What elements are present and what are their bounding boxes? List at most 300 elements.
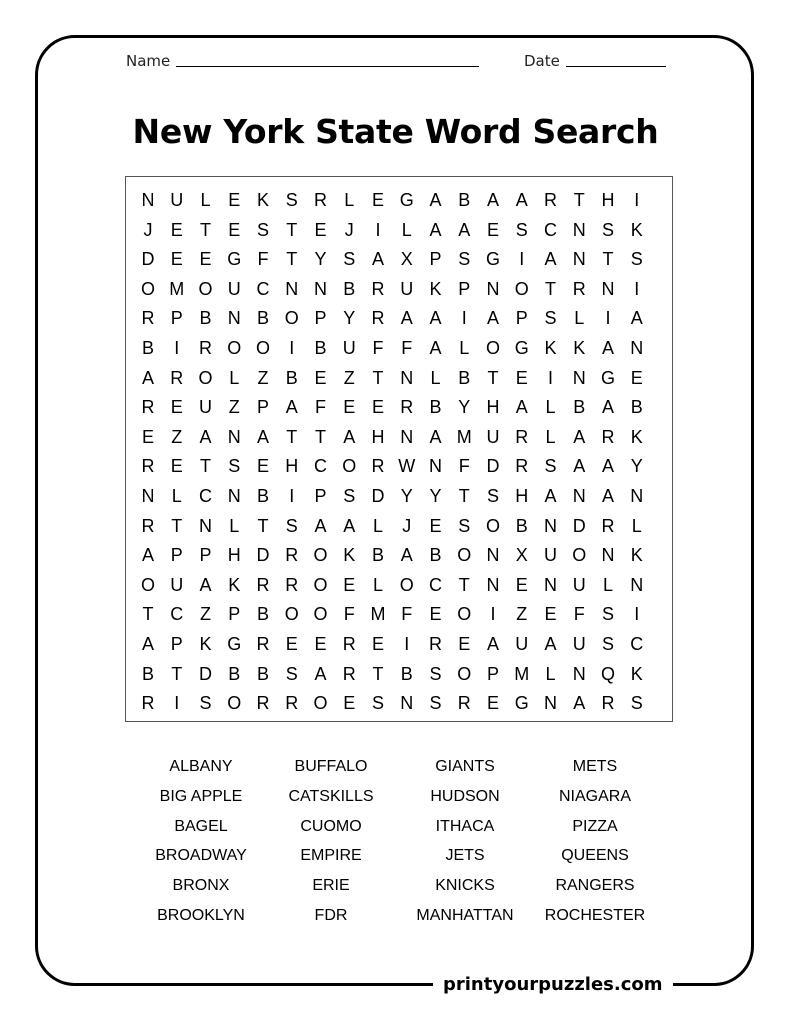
grid-letter[interactable]: T — [171, 515, 183, 536]
grid-letter[interactable]: E — [458, 634, 471, 654]
grid-letter[interactable]: G — [600, 367, 615, 388]
grid-letter[interactable]: E — [170, 249, 183, 270]
grid-letter[interactable]: B — [256, 663, 269, 684]
grid-letter[interactable]: P — [170, 545, 183, 566]
grid-letter[interactable]: Y — [314, 249, 327, 270]
date-field[interactable] — [524, 52, 666, 70]
grid-letter[interactable]: U — [170, 190, 184, 210]
grid-letter[interactable]: P — [199, 545, 212, 566]
grid-letter[interactable]: O — [457, 604, 472, 625]
grid-letter[interactable]: D — [486, 456, 500, 477]
grid-letter[interactable]: N — [544, 574, 557, 595]
grid-letter[interactable]: I — [289, 338, 295, 358]
grid-letter[interactable]: R — [601, 426, 615, 447]
grid-letter[interactable]: R — [141, 397, 155, 418]
grid-letter[interactable]: N — [630, 486, 644, 506]
grid-letter[interactable]: N — [400, 426, 414, 447]
grid-letter[interactable]: E — [228, 190, 241, 210]
grid-letter[interactable]: O — [457, 545, 472, 566]
grid-letter[interactable]: A — [141, 634, 154, 654]
grid-letter[interactable]: F — [401, 338, 413, 358]
grid-letter[interactable]: P — [228, 604, 241, 625]
grid-letter[interactable]: I — [174, 693, 180, 714]
grid-letter[interactable]: O — [198, 367, 213, 388]
grid-letter[interactable]: N — [572, 367, 586, 388]
grid-letter[interactable]: B — [314, 338, 327, 358]
grid-letter[interactable]: U — [544, 545, 557, 566]
grid-letter[interactable]: R — [371, 456, 385, 477]
grid-letter[interactable]: S — [343, 249, 356, 270]
grid-letter[interactable]: B — [573, 397, 586, 418]
grid-letter[interactable]: S — [630, 693, 643, 714]
grid-letter[interactable]: G — [485, 249, 500, 270]
grid-letter[interactable]: N — [141, 486, 155, 506]
grid-letter[interactable]: P — [515, 308, 528, 329]
grid-letter[interactable]: E — [630, 367, 643, 388]
grid-letter[interactable]: K — [228, 574, 241, 595]
grid-letter[interactable]: R — [515, 456, 529, 477]
grid-letter[interactable]: L — [545, 397, 556, 418]
grid-letter[interactable]: S — [544, 308, 557, 329]
grid-letter[interactable]: R — [285, 545, 299, 566]
grid-letter[interactable]: H — [227, 545, 241, 566]
grid-letter[interactable]: U — [199, 397, 212, 418]
grid-letter[interactable]: N — [572, 663, 586, 684]
grid-letter[interactable]: T — [257, 515, 269, 536]
grid-letter[interactable]: A — [601, 338, 614, 358]
grid-letter[interactable]: M — [169, 278, 185, 299]
grid-letter[interactable]: A — [601, 456, 614, 477]
grid-letter[interactable]: A — [544, 249, 557, 270]
grid-letter[interactable]: O — [227, 338, 242, 358]
grid-letter[interactable]: F — [372, 338, 384, 358]
grid-letter[interactable]: B — [256, 604, 269, 625]
grid-letter[interactable]: A — [429, 190, 442, 210]
grid-letter[interactable]: B — [515, 515, 528, 536]
grid-letter[interactable]: Z — [200, 604, 211, 625]
grid-letter[interactable]: L — [229, 515, 240, 536]
grid-letter[interactable]: M — [456, 426, 472, 447]
grid-letter[interactable]: S — [256, 219, 269, 240]
grid-letter[interactable]: A — [429, 308, 442, 329]
grid-letter[interactable]: T — [286, 249, 298, 270]
grid-letter[interactable]: E — [199, 249, 212, 270]
grid-letter[interactable]: A — [429, 219, 442, 240]
grid-letter[interactable]: D — [371, 486, 385, 506]
grid-letter[interactable]: E — [371, 634, 384, 654]
grid-letter[interactable]: B — [630, 397, 643, 418]
grid-letter[interactable]: G — [227, 634, 242, 654]
grid-letter[interactable]: L — [631, 515, 642, 536]
grid-letter[interactable]: S — [544, 456, 557, 477]
grid-letter[interactable]: A — [515, 190, 528, 210]
grid-letter[interactable]: S — [601, 604, 614, 625]
grid-letter[interactable]: K — [429, 278, 442, 299]
grid-letter[interactable]: L — [200, 190, 211, 210]
grid-letter[interactable]: E — [486, 219, 499, 240]
grid-letter[interactable]: I — [461, 308, 467, 329]
grid-letter[interactable]: B — [458, 367, 471, 388]
grid-letter[interactable]: C — [630, 634, 644, 654]
grid-letter[interactable]: F — [343, 604, 355, 625]
grid-letter[interactable]: T — [458, 486, 470, 506]
grid-letter[interactable]: A — [199, 574, 212, 595]
grid-letter[interactable]: T — [372, 663, 384, 684]
grid-letter[interactable]: O — [227, 693, 242, 714]
grid-letter[interactable]: Y — [400, 486, 413, 506]
grid-letter[interactable]: A — [314, 515, 327, 536]
grid-letter[interactable]: S — [285, 663, 298, 684]
grid-letter[interactable]: T — [458, 574, 470, 595]
grid-letter[interactable]: O — [399, 574, 414, 595]
grid-letter[interactable]: B — [141, 663, 154, 684]
grid-letter[interactable]: N — [227, 426, 241, 447]
grid-letter[interactable]: O — [313, 574, 328, 595]
grid-letter[interactable]: I — [634, 604, 640, 625]
grid-letter[interactable]: S — [429, 693, 442, 714]
grid-letter[interactable]: T — [142, 604, 154, 625]
grid-letter[interactable]: H — [486, 397, 500, 418]
grid-letter[interactable]: E — [228, 219, 241, 240]
grid-letter[interactable]: E — [343, 693, 356, 714]
grid-letter[interactable]: A — [141, 545, 154, 566]
grid-letter[interactable]: S — [228, 456, 241, 477]
grid-letter[interactable]: L — [602, 574, 613, 595]
grid-letter[interactable]: A — [458, 219, 471, 240]
grid-letter[interactable]: U — [170, 574, 184, 595]
grid-letter[interactable]: R — [429, 634, 442, 654]
grid-letter[interactable]: T — [200, 456, 211, 477]
grid-letter[interactable]: M — [514, 663, 530, 684]
grid-letter[interactable]: N — [630, 338, 644, 358]
grid-letter[interactable]: K — [630, 219, 643, 240]
grid-letter[interactable]: A — [573, 693, 586, 714]
grid-letter[interactable]: O — [198, 278, 213, 299]
grid-letter[interactable]: H — [601, 190, 615, 210]
grid-letter[interactable]: D — [572, 515, 586, 536]
grid-letter[interactable]: Z — [343, 367, 355, 388]
grid-letter[interactable]: I — [490, 604, 496, 625]
grid-letter[interactable]: A — [630, 308, 643, 329]
grid-letter[interactable]: G — [227, 249, 242, 270]
grid-letter[interactable]: O — [572, 545, 587, 566]
grid-letter[interactable]: A — [573, 456, 586, 477]
grid-letter[interactable]: C — [429, 574, 442, 595]
grid-letter[interactable]: T — [286, 426, 298, 447]
grid-letter[interactable]: A — [544, 634, 557, 654]
grid-letter[interactable]: Y — [630, 456, 643, 477]
grid-letter[interactable]: L — [545, 663, 556, 684]
grid-letter[interactable]: N — [285, 278, 299, 299]
grid-letter[interactable]: U — [400, 278, 414, 299]
grid-letter[interactable]: L — [372, 574, 383, 595]
grid-letter[interactable]: H — [285, 456, 299, 477]
grid-letter[interactable]: L — [574, 308, 585, 329]
grid-letter[interactable]: Y — [429, 486, 442, 506]
grid-letter[interactable]: T — [487, 367, 499, 388]
grid-letter[interactable]: S — [343, 486, 356, 506]
grid-letter[interactable]: A — [400, 545, 413, 566]
grid-letter[interactable]: X — [515, 545, 528, 566]
grid-letter[interactable]: N — [227, 486, 241, 506]
grid-letter[interactable]: P — [170, 308, 183, 329]
grid-letter[interactable]: U — [572, 574, 586, 595]
grid-letter[interactable]: A — [429, 426, 442, 447]
grid-letter[interactable]: A — [573, 426, 586, 447]
grid-letter[interactable]: D — [256, 545, 270, 566]
grid-letter[interactable]: E — [371, 397, 384, 418]
grid-letter[interactable]: N — [400, 693, 414, 714]
grid-letter[interactable]: Z — [171, 426, 183, 447]
grid-letter[interactable]: K — [630, 663, 643, 684]
grid-letter[interactable]: O — [457, 663, 472, 684]
grid-letter[interactable]: L — [459, 338, 470, 358]
grid-letter[interactable]: G — [514, 693, 529, 714]
grid-letter[interactable]: R — [141, 515, 155, 536]
grid-letter[interactable]: T — [286, 219, 298, 240]
grid-letter[interactable]: J — [344, 219, 354, 240]
grid-letter[interactable]: P — [314, 486, 327, 506]
grid-letter[interactable]: E — [343, 574, 356, 595]
grid-letter[interactable]: O — [313, 693, 328, 714]
grid-letter[interactable]: D — [199, 663, 212, 684]
grid-letter[interactable]: A — [314, 663, 327, 684]
grid-letter[interactable]: K — [630, 545, 643, 566]
grid-letter[interactable]: N — [601, 545, 615, 566]
grid-letter[interactable]: T — [372, 367, 384, 388]
grid-letter[interactable]: N — [601, 278, 615, 299]
grid-letter[interactable]: B — [429, 545, 442, 566]
grid-letter[interactable]: R — [342, 634, 356, 654]
grid-letter[interactable]: B — [400, 663, 413, 684]
grid-letter[interactable]: S — [601, 219, 614, 240]
grid-letter[interactable]: S — [458, 515, 471, 536]
grid-letter[interactable]: I — [605, 308, 611, 329]
grid-letter[interactable]: E — [429, 515, 442, 536]
grid-letter[interactable]: S — [630, 249, 643, 270]
grid-letter[interactable]: A — [256, 426, 269, 447]
grid-letter[interactable]: A — [515, 397, 528, 418]
grid-letter[interactable]: J — [402, 515, 412, 536]
grid-letter[interactable]: R — [141, 693, 155, 714]
grid-letter[interactable]: P — [486, 663, 499, 684]
grid-letter[interactable]: N — [486, 574, 500, 595]
grid-letter[interactable]: O — [485, 338, 500, 358]
grid-letter[interactable]: B — [199, 308, 212, 329]
grid-letter[interactable]: R — [400, 397, 414, 418]
grid-letter[interactable]: E — [314, 219, 327, 240]
grid-letter[interactable]: F — [573, 604, 585, 625]
grid-letter[interactable]: A — [371, 249, 384, 270]
grid-letter[interactable]: U — [227, 278, 241, 299]
grid-letter[interactable]: Y — [458, 397, 471, 418]
grid-letter[interactable]: B — [429, 397, 442, 418]
grid-letter[interactable]: L — [372, 515, 383, 536]
grid-letter[interactable]: O — [514, 278, 529, 299]
grid-letter[interactable]: E — [256, 456, 269, 477]
grid-letter[interactable]: U — [486, 426, 500, 447]
grid-letter[interactable]: O — [313, 604, 328, 625]
grid-letter[interactable]: A — [141, 367, 154, 388]
grid-letter[interactable]: P — [314, 308, 327, 329]
grid-letter[interactable]: B — [285, 367, 298, 388]
grid-letter[interactable]: S — [429, 663, 442, 684]
grid-letter[interactable]: E — [170, 219, 183, 240]
grid-letter[interactable]: J — [143, 219, 153, 240]
grid-letter[interactable]: O — [342, 456, 357, 477]
grid-letter[interactable]: E — [314, 634, 327, 654]
grid-letter[interactable]: N — [314, 278, 327, 299]
grid-letter[interactable]: I — [404, 634, 410, 654]
grid-letter[interactable]: E — [371, 190, 384, 210]
grid-letter[interactable]: R — [544, 190, 557, 210]
grid-letter[interactable]: A — [486, 308, 499, 329]
grid-letter[interactable]: A — [199, 426, 212, 447]
grid-letter[interactable]: R — [256, 634, 270, 654]
grid-letter[interactable]: O — [485, 515, 500, 536]
grid-letter[interactable]: L — [344, 190, 355, 210]
grid-letter[interactable]: I — [634, 278, 640, 299]
grid-letter[interactable]: A — [601, 397, 614, 418]
grid-letter[interactable]: P — [429, 249, 442, 270]
grid-letter[interactable]: R — [371, 278, 385, 299]
grid-letter[interactable]: R — [285, 574, 299, 595]
grid-letter[interactable]: E — [429, 604, 442, 625]
grid-letter[interactable]: E — [170, 397, 183, 418]
grid-letter[interactable]: G — [514, 338, 529, 358]
grid-letter[interactable]: K — [544, 338, 557, 358]
grid-letter[interactable]: T — [573, 190, 585, 210]
grid-letter[interactable]: N — [572, 219, 586, 240]
grid-letter[interactable]: N — [429, 456, 442, 477]
grid-letter[interactable]: D — [141, 249, 155, 270]
grid-letter[interactable]: R — [572, 278, 586, 299]
grid-letter[interactable]: R — [457, 693, 471, 714]
grid-letter[interactable]: O — [140, 278, 155, 299]
grid-letter[interactable]: E — [141, 426, 154, 447]
grid-letter[interactable]: B — [141, 338, 154, 358]
grid-letter[interactable]: I — [289, 486, 295, 506]
grid-letter[interactable]: C — [199, 486, 212, 506]
grid-letter[interactable]: I — [634, 190, 640, 210]
grid-letter[interactable]: C — [256, 278, 270, 299]
grid-letter[interactable]: C — [544, 219, 557, 240]
grid-letter[interactable]: X — [400, 249, 413, 270]
grid-letter[interactable]: F — [257, 249, 269, 270]
grid-letter[interactable]: N — [141, 190, 155, 210]
grid-letter[interactable]: R — [314, 190, 327, 210]
grid-letter[interactable]: N — [544, 693, 557, 714]
grid-letter[interactable]: I — [547, 367, 553, 388]
grid-letter[interactable]: N — [572, 486, 586, 506]
grid-letter[interactable]: E — [285, 634, 298, 654]
grid-letter[interactable]: N — [486, 545, 500, 566]
grid-letter[interactable]: B — [256, 486, 269, 506]
grid-letter[interactable]: E — [486, 693, 499, 714]
grid-letter[interactable]: B — [458, 190, 471, 210]
grid-letter[interactable]: K — [343, 545, 356, 566]
grid-letter[interactable]: L — [171, 486, 182, 506]
grid-letter[interactable]: E — [343, 397, 356, 418]
grid-letter[interactable]: Y — [343, 308, 356, 329]
grid-letter[interactable]: E — [314, 367, 327, 388]
grid-letter[interactable]: Z — [228, 397, 240, 418]
grid-letter[interactable]: R — [141, 456, 155, 477]
grid-letter[interactable]: A — [429, 338, 442, 358]
grid-letter[interactable]: I — [519, 249, 525, 270]
grid-letter[interactable]: N — [544, 515, 557, 536]
grid-letter[interactable]: N — [199, 515, 212, 536]
grid-letter[interactable]: S — [285, 515, 298, 536]
grid-letter[interactable]: U — [515, 634, 529, 654]
grid-letter[interactable]: C — [170, 604, 184, 625]
grid-letter[interactable]: L — [401, 219, 412, 240]
grid-letter[interactable]: E — [170, 456, 183, 477]
grid-letter[interactable]: R — [256, 574, 270, 595]
grid-letter[interactable]: P — [458, 278, 471, 299]
grid-letter[interactable]: K — [573, 338, 586, 358]
grid-letter[interactable]: F — [401, 604, 413, 625]
grid-letter[interactable]: L — [229, 367, 240, 388]
grid-letter[interactable]: O — [313, 545, 328, 566]
grid-letter[interactable]: N — [227, 308, 241, 329]
grid-letter[interactable]: O — [284, 604, 299, 625]
grid-letter[interactable]: A — [343, 515, 356, 536]
grid-letter[interactable]: L — [545, 426, 556, 447]
grid-letter[interactable]: C — [314, 456, 327, 477]
grid-letter[interactable]: K — [199, 634, 212, 654]
grid-letter[interactable]: Z — [257, 367, 269, 388]
grid-letter[interactable]: H — [371, 426, 385, 447]
grid-letter[interactable]: E — [515, 574, 528, 595]
grid-letter[interactable]: A — [486, 634, 499, 654]
grid-letter[interactable]: S — [486, 486, 499, 506]
grid-letter[interactable]: F — [315, 397, 326, 418]
grid-letter[interactable]: R — [256, 693, 270, 714]
grid-letter[interactable]: I — [174, 338, 180, 358]
grid-letter[interactable]: A — [544, 486, 557, 506]
grid-letter[interactable]: B — [343, 278, 356, 299]
grid-letter[interactable]: N — [630, 574, 644, 595]
grid-letter[interactable]: T — [545, 278, 556, 299]
grid-letter[interactable]: A — [601, 486, 614, 506]
grid-letter[interactable]: B — [228, 663, 241, 684]
grid-letter[interactable]: S — [515, 219, 528, 240]
grid-letter[interactable]: S — [458, 249, 471, 270]
grid-letter[interactable]: E — [544, 604, 557, 625]
grid-letter[interactable]: P — [256, 397, 269, 418]
grid-letter[interactable]: R — [141, 308, 155, 329]
grid-letter[interactable]: O — [255, 338, 270, 358]
grid-letter[interactable]: W — [398, 456, 416, 477]
grid-letter[interactable]: R — [170, 367, 184, 388]
grid-letter[interactable]: L — [430, 367, 441, 388]
grid-letter[interactable]: R — [515, 426, 529, 447]
grid-letter[interactable]: O — [284, 308, 299, 329]
grid-letter[interactable]: N — [400, 367, 414, 388]
grid-letter[interactable]: Z — [516, 604, 528, 625]
grid-letter[interactable]: S — [285, 190, 298, 210]
grid-letter[interactable]: B — [371, 545, 384, 566]
grid-letter[interactable]: E — [515, 367, 528, 388]
name-field[interactable] — [126, 52, 479, 70]
grid-letter[interactable]: H — [515, 486, 529, 506]
grid-letter[interactable]: P — [170, 634, 183, 654]
grid-letter[interactable]: A — [400, 308, 413, 329]
grid-letter[interactable]: T — [200, 219, 211, 240]
grid-letter[interactable]: R — [371, 308, 385, 329]
grid-letter[interactable]: A — [343, 426, 356, 447]
